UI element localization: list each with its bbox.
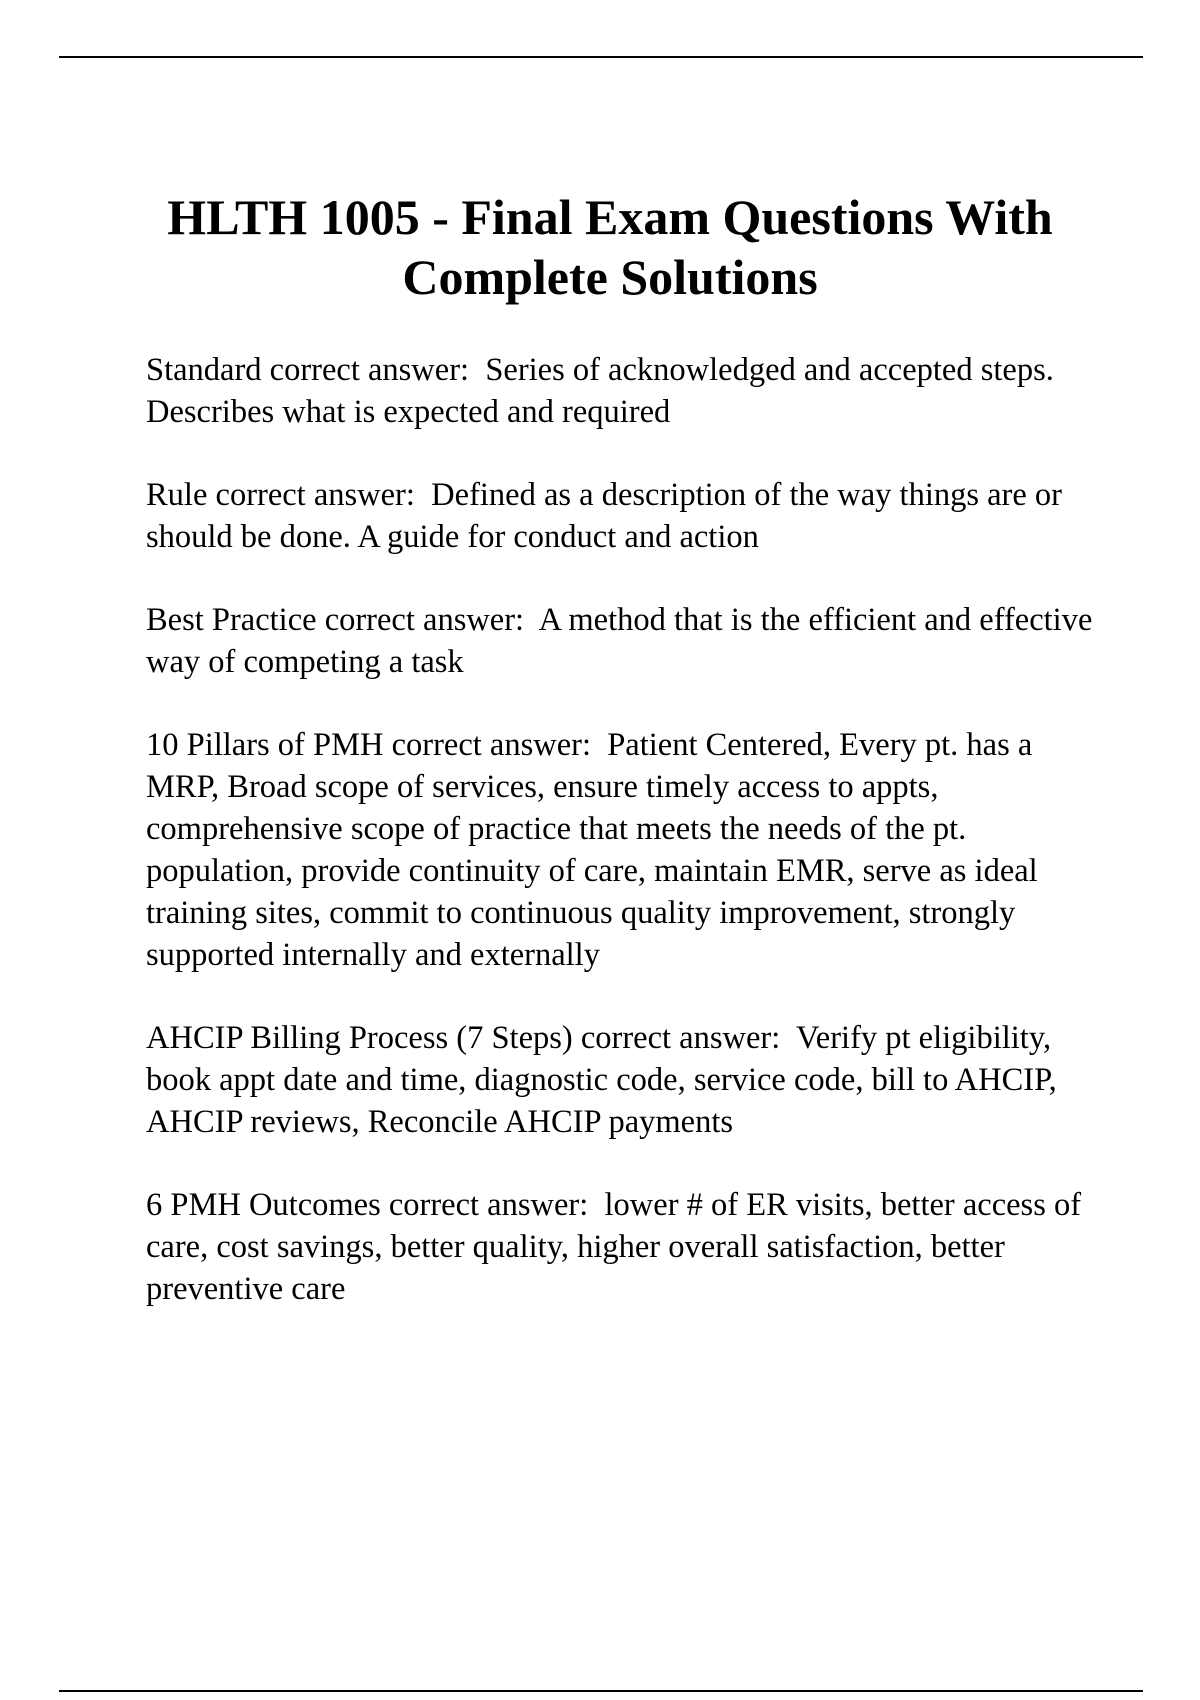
top-divider xyxy=(59,56,1143,58)
title-line-1: HLTH 1005 - Final Exam Questions With xyxy=(167,189,1053,245)
qa-term: 10 Pillars of PMH xyxy=(146,727,384,763)
answer-marker: correct answer: xyxy=(269,352,470,388)
qa-answer: Verify pt eligibility, book appt date and time, diagnostic code, service code, bill to AHCIP, AHCIP reviews, Reconcile AHCIP payments xyxy=(146,1020,1064,1140)
qa-list xyxy=(146,349,1106,1351)
qa-answer: Defined as a description of the way things are or should be done. A guide for conduct and action xyxy=(146,477,1071,555)
document-title xyxy=(130,187,1090,307)
answer-marker: correct answer: xyxy=(388,1187,589,1223)
answer-marker: correct answer: xyxy=(391,727,591,763)
answer-marker: correct answer: xyxy=(580,1020,781,1056)
qa-answer: lower # of ER visits, better access of care, cost savings, better quality, higher overall satisfaction, better preventive care xyxy=(146,1187,1090,1307)
qa-term: Standard xyxy=(146,352,262,388)
qa-term: 6 PMH Outcomes xyxy=(146,1187,381,1223)
qa-entry-best-practice xyxy=(146,599,1106,683)
title-line-2: Complete Solutions xyxy=(402,249,818,305)
qa-entry-ahcip-billing-process xyxy=(146,1017,1106,1143)
qa-term: AHCIP Billing Process (7 Steps) xyxy=(146,1020,573,1056)
qa-answer: A method that is the efficient and effective way of competing a task xyxy=(146,602,1101,680)
qa-term: Best Practice xyxy=(146,602,317,638)
qa-entry-6-pmh-outcomes xyxy=(146,1184,1106,1310)
qa-entry-standard xyxy=(146,349,1106,433)
qa-term: Rule xyxy=(146,477,208,513)
qa-entry-rule xyxy=(146,474,1106,558)
bottom-divider xyxy=(59,1690,1143,1692)
qa-entry-10-pillars-of-pmh xyxy=(146,724,1106,976)
answer-marker: correct answer: xyxy=(215,477,415,513)
answer-marker: correct answer: xyxy=(324,602,525,638)
qa-answer: Patient Centered, Every pt. has a MRP, Broad scope of services, ensure timely access to appts, comprehensive scope of practice that meets the needs of the pt. population, provide continuity of care, maintain EMR, serve as ideal training sites, commit to continuous quality improvement, strongly supported internally and externally xyxy=(146,727,1046,973)
qa-answer: Series of acknowledged and accepted steps. Describes what is expected and required xyxy=(146,352,1062,430)
